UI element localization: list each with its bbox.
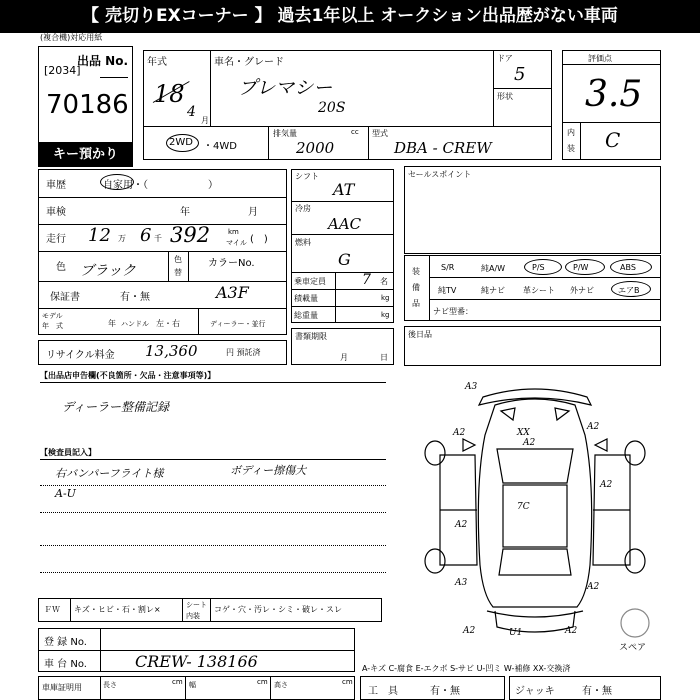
color-change-2: 替 [174,268,182,277]
recycle-label: リサイクル料金 [46,350,115,361]
tools-label: 工 具 [368,686,398,697]
chassis-value: CREW- 138166 [135,652,258,671]
wheel-rear-left [425,549,445,573]
car-rear-window [499,549,571,575]
car-front-bumper [479,389,591,405]
ac-label: 冷房 [295,204,311,213]
equip-abs: ABS [620,263,636,272]
spare-tire [621,609,649,637]
garage-cert-box [38,676,355,700]
capacity-value: 7 [362,272,371,288]
month-value: 4 [187,104,196,120]
displacement-unit: cc [351,128,359,136]
navi-model-label: ナビ型番： [433,307,473,316]
handle-label: ハンドル [121,320,149,328]
cert-height-cm: cm [342,678,353,686]
drive-2wd: 2WD [169,137,193,148]
interior-value: C [605,128,621,152]
handle-value: 左・右 [156,319,180,328]
mark-rear-left: A2 [463,626,476,636]
cert-height: 高さ [274,681,288,689]
form-subtitle: (複合機)対応用紙 [40,33,103,42]
interior-label-2: 装 [567,144,575,153]
header-banner-text: 【 売切りEXコーナー 】 過去1年以上 オークション出品歴がない車両 [82,6,618,26]
car-damage-diagram [405,375,665,660]
color-change-1: 色 [174,255,182,264]
car-rear-lower [495,611,575,632]
after-items-label: 後日品 [408,330,432,339]
gross-unit: kg [381,311,390,319]
color-no-label: カラーNo. [208,258,255,269]
mileage-unit-mile: マイル [226,239,247,247]
model-year-unit: 年 [108,319,116,328]
interior-label-1: 内 [567,128,575,137]
lot-number: 70186 [46,90,129,120]
cert-width-cm: cm [257,678,268,686]
car-outline [478,399,591,607]
mark-right-door: A2 [600,480,613,490]
report-title: 【出品店申告欄(不良箇所・欠品・注意事項等)】 [40,371,216,380]
wheel-front-left [425,441,445,465]
after-items-box [404,326,661,366]
car-roof [503,485,567,547]
capacity-unit: 名 [380,277,388,286]
year-label: 年式 [147,57,167,68]
doors-value: 5 [514,64,526,85]
mark-front-left-fender: A2 [453,428,466,438]
ac-value: AAC [328,215,362,233]
recycle-value: 13,360 [145,342,198,360]
doc-period-label: 書類期限 [295,332,327,341]
cert-width: 幅 [189,681,196,689]
mirror-right [595,439,607,451]
wheel-front-right [625,441,645,465]
seat-label-2: 内装 [186,612,200,620]
shift-label: シフト [295,172,319,181]
model-year-2: 年 式 [42,322,63,330]
lot-code: [2034] [44,64,81,77]
color-label: 色 [56,262,66,273]
history-table [38,169,287,335]
displacement-label: 排気量 [273,129,297,138]
capacity-label: 乗車定員 [294,277,326,286]
equip-ext-navi: 外ナビ [570,286,594,295]
report-note: ディーラー整備記録 [62,400,170,414]
cert-label: 車庫証明用 [42,683,82,692]
equip-tv: 純TV [438,286,457,295]
model-year-1: モデル [42,312,63,320]
equip-airbag: エアB [618,286,640,295]
chassis-label: 車 台 No. [44,659,87,670]
shape-label: 形状 [497,92,513,101]
equip-pw: P/W [573,263,589,272]
history-label: 車歴 [46,180,66,191]
model-label: 型式 [372,129,388,138]
color-no-value: A3F [216,283,249,302]
doc-month: 月 [340,353,348,362]
mark-front-bumper: A3 [465,382,478,392]
dealer-label: ディーラー・並行 [210,320,266,328]
mark-hood-2: A2 [523,438,536,448]
equip-navi: 純ナビ [481,286,505,295]
fuel-label: 燃料 [295,238,311,247]
inspector-note-1: 右バンパーフライト様 [55,467,164,480]
fw-items: キズ・ヒビ・石・割レ× [74,605,161,614]
doc-day: 日 [380,353,388,362]
equipment-label-3: 品 [412,299,420,308]
cert-length-cm: cm [172,678,183,686]
history-value: 自家用・（ ） [103,180,218,191]
warranty-label: 保証書 [50,292,80,303]
inspector-note-2: A-U [55,487,76,500]
inspector-note-3: ボディー擦傷大 [230,464,307,477]
fw-label: ＦＷ [44,605,60,614]
mileage-sen: 6 [140,225,152,246]
mileage-man-unit: 万 [118,234,126,243]
mark-rear-bumper: U1 [509,628,523,638]
warranty-value: 有・無 [120,292,150,303]
inspector-title: 【検査員記入】 [40,448,96,457]
tools-value: 有・無 [430,686,460,697]
doors-label: ドア [497,54,513,63]
mileage-man: 12 [88,225,111,246]
score-label: 評価点 [588,54,612,63]
mark-front-right-fender: A2 [587,422,600,432]
inspection-month: 月 [248,207,258,218]
mark-rear-right: A2 [565,626,578,636]
score-value: 3.5 [585,74,643,115]
displacement-value: 2000 [296,139,335,157]
equipment-label-1: 装 [412,267,420,276]
gross-label: 総重量 [294,311,318,320]
key-badge-text: キー預かり [52,147,118,162]
equipment-label-2: 備 [412,283,420,292]
drive-4wd: ・4WD [203,141,237,152]
inspection-label: 車検 [46,207,66,218]
car-windshield [497,449,573,483]
car-rear-bumper [487,611,583,617]
legend-text: A-キズ C-腐食 E-エクボ S-サビ U-凹ミ W-補修 XX-交換済 [362,664,571,673]
key-badge [38,143,133,167]
mileage-sen-unit: 千 [154,234,162,243]
year-value: 18 [154,80,185,108]
mileage-paren: ( ) [250,234,268,245]
recycle-unit: 円 預託済 [226,348,261,357]
equip-ps: P/S [532,263,545,272]
equip-aw: 純A/W [481,264,506,273]
sales-point-label: セールスポイント [408,170,472,179]
name-value: プレマシー [238,77,333,99]
jack-value: 有・無 [582,686,612,697]
inspection-year: 年 [180,207,190,218]
jack-label: ジャッキ [515,686,555,697]
seat-label-1: シート [186,601,207,609]
load-label: 積載量 [294,294,318,303]
mileage-label: 走行 [46,234,66,245]
lot-label: 出品 No. [77,54,129,68]
month-unit: 月 [201,116,209,125]
mark-rear-right-quarter: A2 [587,582,600,592]
color-value: ブラック [80,263,136,279]
mark-roof: 7C [517,502,530,512]
header-banner [0,0,700,33]
wheel-rear-right [625,549,645,573]
name-label: 車名・グレード [214,57,284,68]
load-unit: kg [381,294,390,302]
grade-value: 20S [318,100,346,116]
shift-value: AT [333,180,355,199]
mark-rear-left-quarter: A3 [455,578,468,588]
seat-items: コゲ・穴・汚レ・シミ・破レ・スレ [214,605,342,614]
mark-left-door: A2 [455,520,468,530]
spare-label: スペア [619,643,647,653]
model-value: DBA - CREW [394,139,492,157]
mark-hood: XX [517,428,530,438]
mileage-rest: 392 [170,223,211,247]
equip-sr: S/R [441,263,455,272]
mileage-unit-km: km [228,228,239,236]
reg-label: 登 録 No. [44,637,87,648]
mirror-left [463,439,475,451]
equip-leather: 革シート [523,286,555,295]
cert-length: 長さ [103,681,117,689]
fuel-value: G [338,250,351,269]
